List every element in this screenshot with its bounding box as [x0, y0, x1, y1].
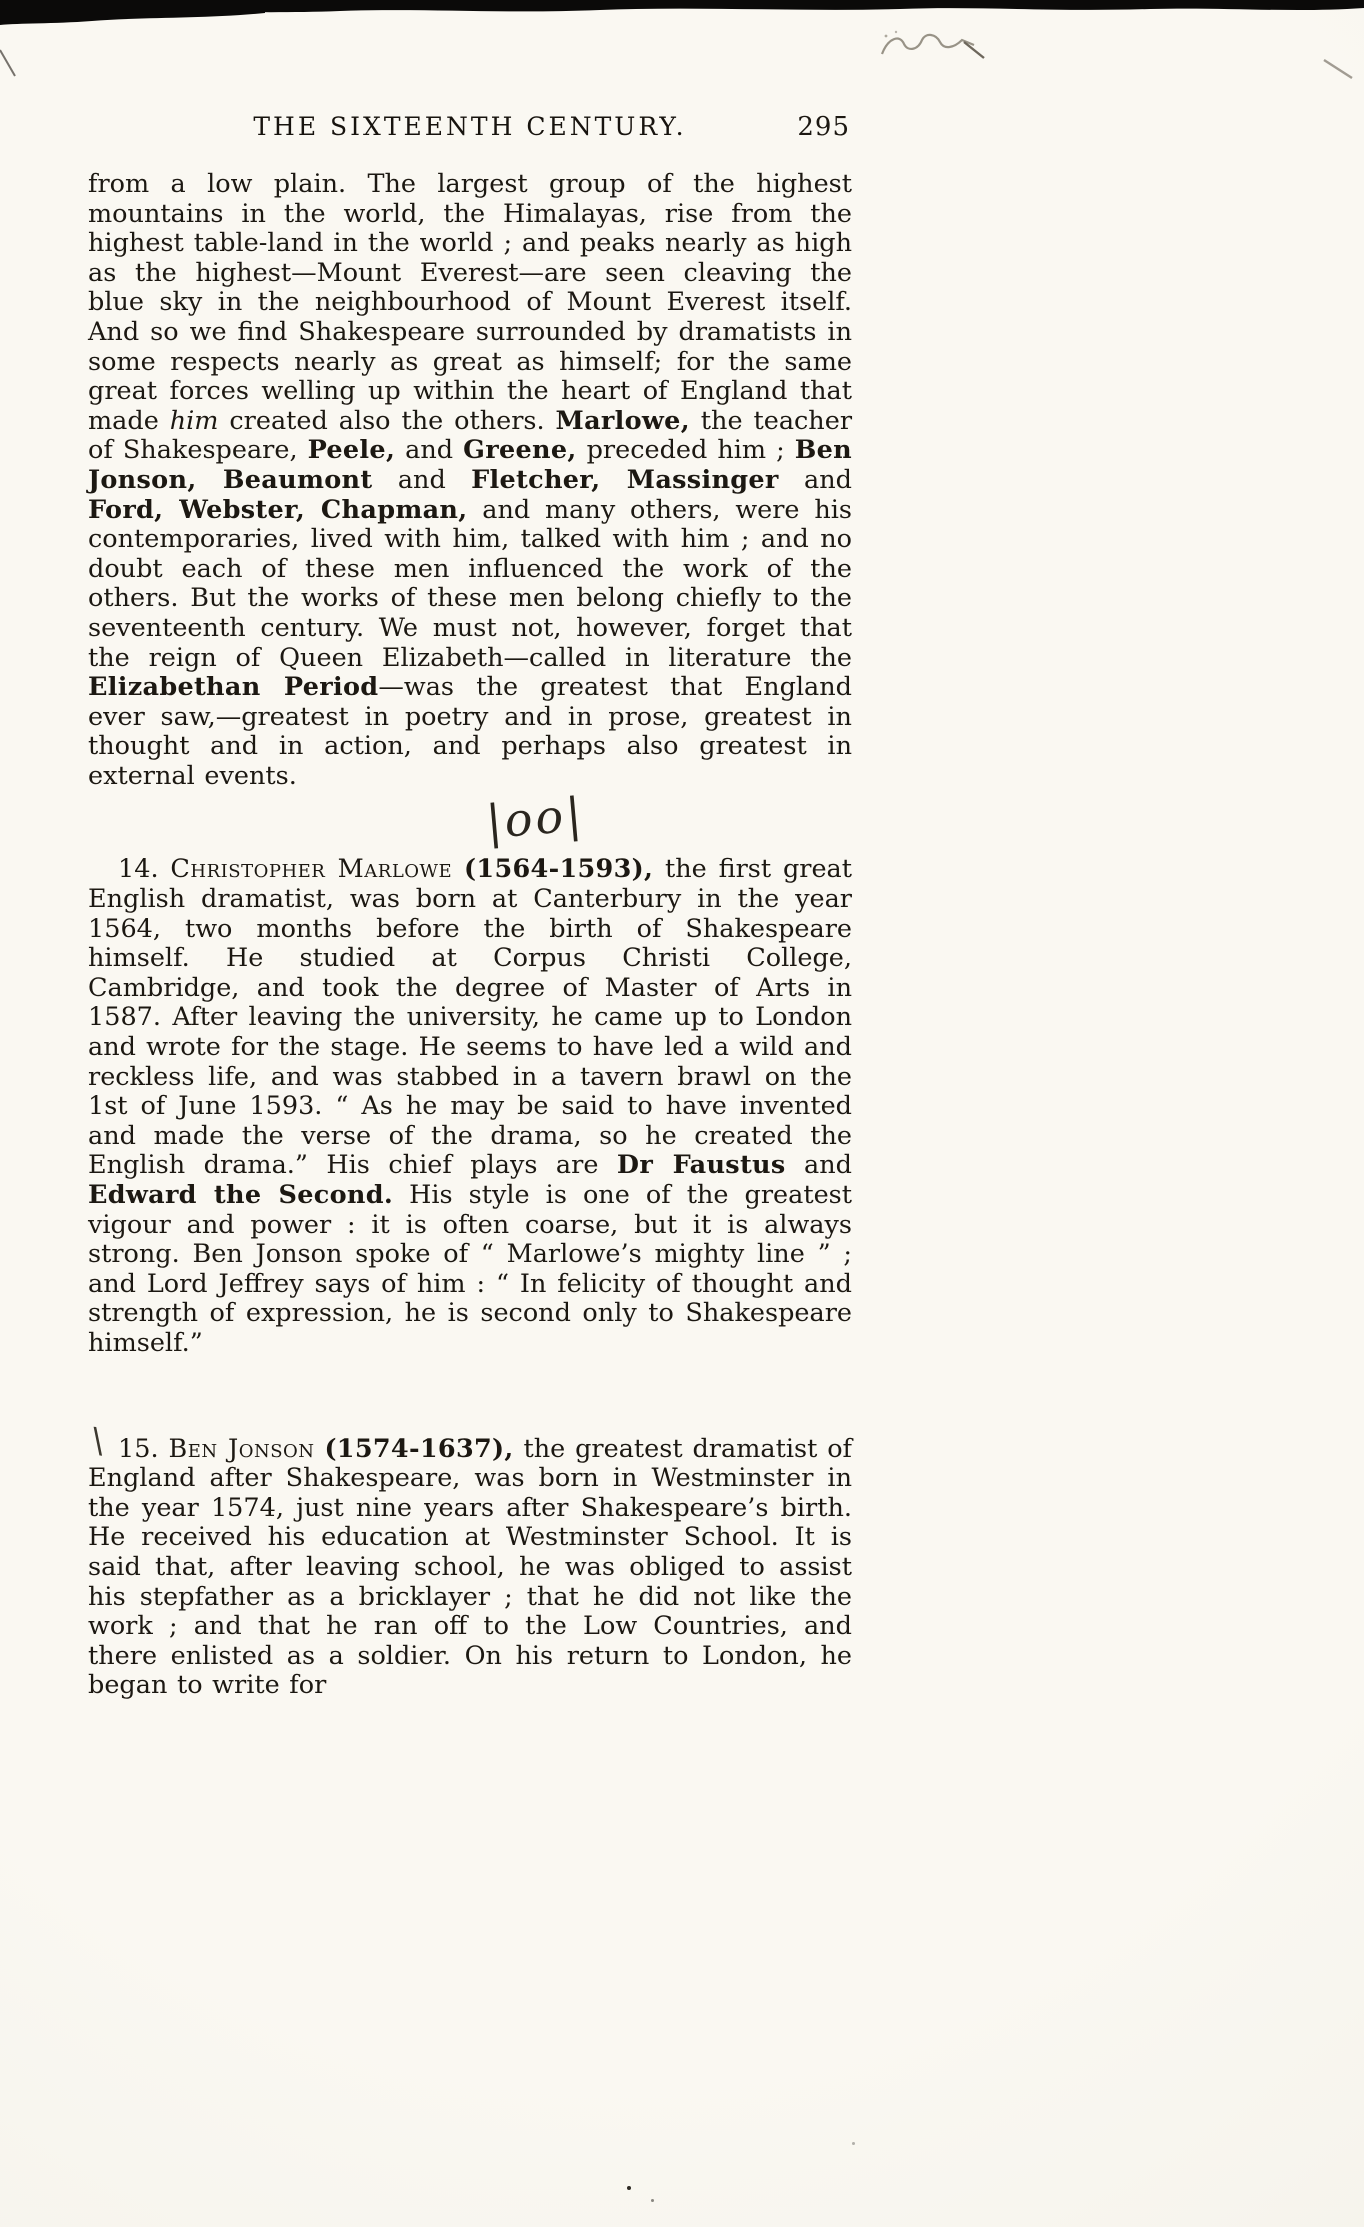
page-number: 295: [797, 112, 850, 142]
text-segment: Christopher Marlowe: [170, 854, 453, 885]
text-segment: (1564-1593),: [464, 854, 654, 885]
text-segment: the greatest dramatist of England after Shakespeare, was born in Westminster in the year 1574, just nine years after Shakespeare’s birth. He received his education at Westminster School. It is said that, after leaving school, he was obliged to assist his stepfather as a bricklayer ; that he did not like the work ; and that he ran off to the Low Countries, and there enlisted as a soldier. On his return to London, he began to write for: [88, 1433, 852, 1701]
text-segment: the first great English dramatist, was born at Canterbury in the year 1564, two months before the birth of Shakespeare himself. He studied at Corpus Christi College, Cambridge, and took the degree of Master of Arts in 1587. After leaving the university, he came up to London and wrote for the stage. He seems to have led a wild and reckless life, and was stabbed in a tavern brawl on the 1st of June 1593. “ As he may be said to have invented and made the verse of the drama, so he created the English drama.” His chief plays are: [88, 854, 852, 1181]
pen-stroke-mark: \: [90, 1420, 106, 1462]
text-segment: Greene,: [463, 435, 577, 466]
running-head: [88, 112, 852, 146]
edge-tick-mark: [0, 46, 23, 80]
text-segment: (1574-1637),: [324, 1433, 514, 1464]
text-segment: and: [778, 464, 852, 495]
text-segment: Ben Jonson: [168, 1433, 315, 1464]
text-segment: [452, 854, 464, 884]
paragraph-continuation: [88, 170, 852, 791]
text-segment: Dr Faustus: [616, 1150, 786, 1181]
text-segment: [315, 1434, 325, 1464]
ink-speck: [627, 2186, 631, 2190]
text-segment: Peele,: [307, 435, 396, 466]
text-segment: from a low plain. The largest group of the highest mountains in the world, the Himalayas, rise from the highest table-land in the world ; and peaks nearly as high as the highest—Mount Everest—are seen cleaving the blue sky in the neighbourhood of Mount Everest itself. And so we find Shakespeare surrounded by dramatists in some respects nearly as great as himself; for the same great forces welling up within the heart of England that made: [88, 169, 852, 436]
scan-edge-artifact: [0, 0, 1364, 30]
text-segment: Edward the Second.: [88, 1180, 394, 1210]
text-segment: Fletcher, Massinger: [471, 464, 779, 495]
text-segment: Ford, Webster, Chapman,: [88, 494, 468, 525]
text-segment: Ben Jonson, Beaumont: [88, 435, 852, 495]
text-segment: and many others, were his contemporaries, lived with him, talked with him ; and no doubt each of these men influenced the work of the others. But the works of these men belong chiefly to the seventeenth century. We must not, however, forget that the reign of Queen Elizabeth—called in literature the: [88, 494, 852, 673]
text-segment: Elizabethan Period: [88, 672, 379, 703]
text-segment: His style is one of the greatest vigour and power : it is often coarse, but it is always strong. Ben Jonson spoke of “ Marlowe’s mighty line ” ; and Lord Jeffrey says of him : “ In felicity of thought and strength of expression, he is second only to Shakespeare himself.”: [88, 1180, 853, 1358]
text-segment: —was the greatest that England ever saw,—greatest in poetry and in prose, greatest in thought and in action, and perhaps also greatest in external events.: [88, 672, 852, 791]
ink-speck: [651, 2199, 654, 2202]
text-segment: and: [785, 1150, 852, 1181]
annotation-row: [88, 787, 852, 855]
text-segment: preceded him ;: [576, 435, 795, 466]
text-segment: him: [169, 405, 219, 436]
text-segment: 14.: [118, 854, 171, 885]
text-column: [88, 112, 852, 1701]
text-segment: the teacher of Shakespeare,: [88, 405, 853, 466]
running-header-title: THE SIXTEENTH CENTURY.: [253, 112, 687, 141]
text-segment: created also the others.: [218, 405, 556, 436]
pen-squiggle-mark: [878, 26, 998, 68]
handwritten-annotation: |oo|: [483, 787, 587, 850]
ink-speck: [852, 2142, 855, 2145]
text-segment: and: [395, 435, 464, 466]
edge-tick-mark: [1322, 54, 1358, 84]
text-segment: and: [372, 464, 472, 495]
paragraph-section-14-marlowe: [88, 855, 852, 1358]
text-segment: Marlowe,: [555, 405, 690, 436]
paragraph-text: [88, 1434, 852, 1701]
paragraph-section-15-jonson: [88, 1420, 852, 1701]
text-segment: 15.: [118, 1433, 169, 1464]
